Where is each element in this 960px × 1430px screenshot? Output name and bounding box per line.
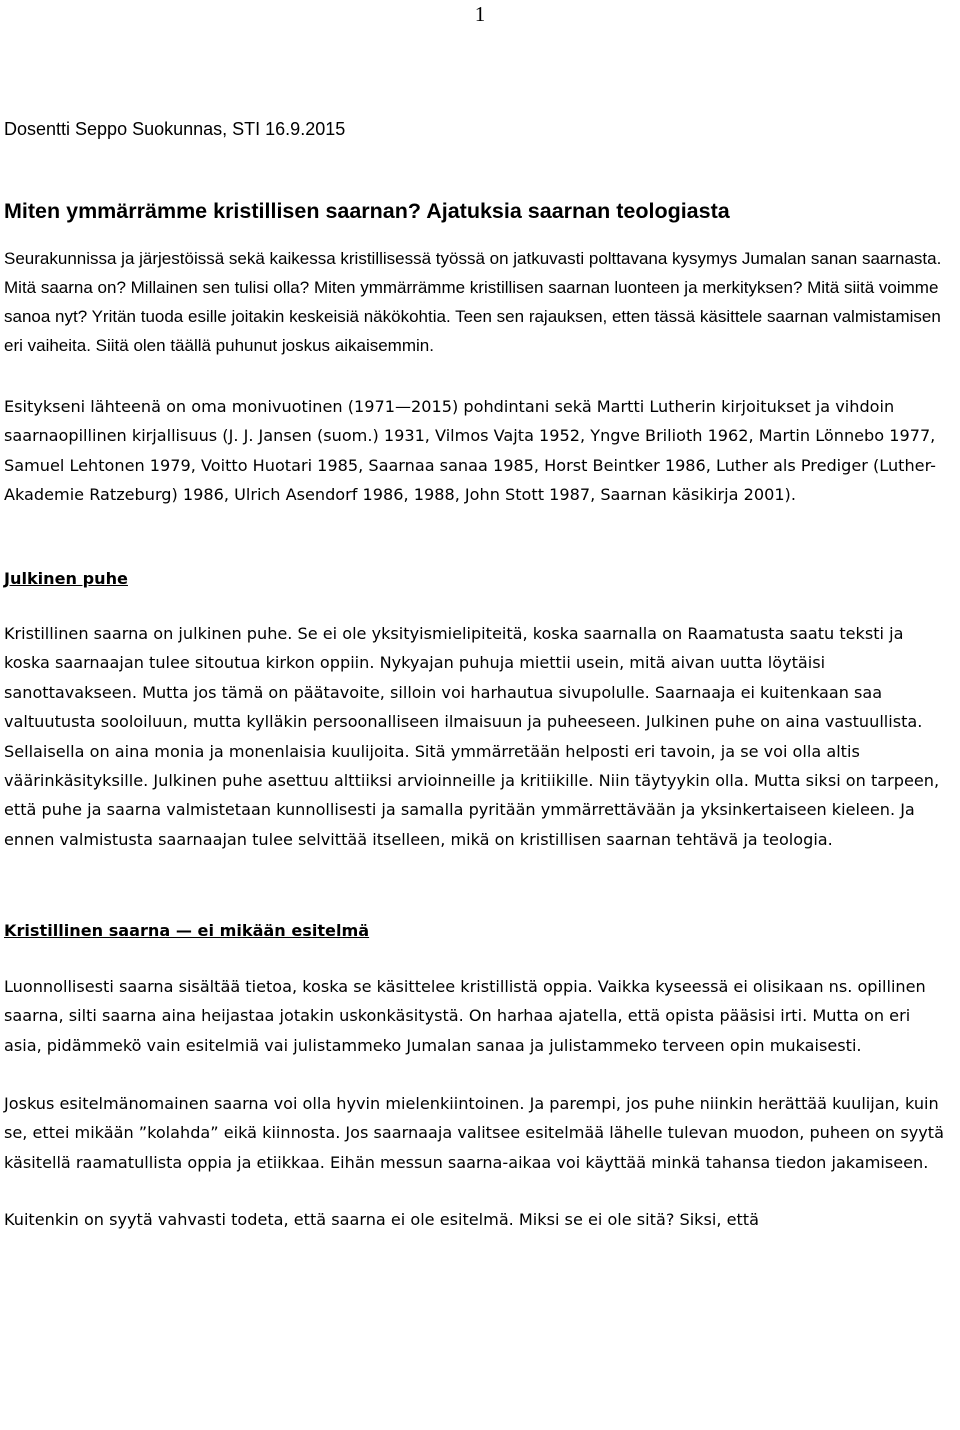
page-number: 1 [474,2,486,26]
sources-paragraph: Esitykseni lähteenä on oma monivuotinen (1971—2015) pohdintani sekä Martti Lutherin kirjoitukset ja vihdoin saarnaopillinen kirjallisuus (J. J. Jansen (suom.) 1931, Vilmos Vajta 1952, Yngve Brilioth 1962, Martin Lönnebo 1977, Samuel Lehtonen 1979, Voitto Huotari 1985, Saarnaa sanaa 1985, Horst Beintker 1986, Luther als Prediger (Luther-Akademie Ratzeburg) 1986, Ulrich Asendorf 1986, 1988, John Stott 1987, Saarnan käsikirja 2001). [4,397,936,505]
section-paragraph: Joskus esitelmänomainen saarna voi olla hyvin mielenkiintoinen. Ja parempi, jos puhe niinkin herättää kuulijan, kuin se, ettei mikään ”kolahda” eikä kiinnosta. Jos saarnaaja valitsee esitelmää lähelle tulevan muodon, puheen on syytä käsitellä raamatullista oppia ja etiikkaa. Eihän messun saarna-aikaa voi käyttää minkä tahansa tiedon jakamiseen. [4,1093,944,1172]
document-body [4,118,952,1235]
section-heading-julkinen-puhe: Julkinen puhe [4,568,128,588]
section-paragraph: Luonnollisesti saarna sisältää tietoa, koska se käsittelee kristillistä oppia. Vaikka kyseessä ei olisikaan ns. opillinen saarna, silti saarna aina heijastaa jotakin uskonkäsitystä. On harhaa ajatella, että opista pääsisi irti. Mutta on eri asia, pidämmekö vain esitelmiä vai julistammeko Jumalan sanaa ja julistammeko terveen opin mukaisesti. [4,976,926,1055]
document-title: Miten ymmärrämme kristillisen saarnan? Ajatuksia saarnan teologiasta [4,199,730,223]
section-paragraph: Kristillinen saarna on julkinen puhe. Se ei ole yksityismielipiteitä, koska saarnalla on Raamatusta saatu teksti ja koska saarnaajan tulee sitoutua kirkon oppiin. Nykyajan puhuja miettii usein, mitä aivan uutta löytäisi sanottavakseen. Mutta jos tämä on päätavoite, silloin voi harhautua sivupolulle. Saarnaaja ei kuitenkaan saa valtuutusta sooloiluun, mutta kylläkin persoonalliseen ilmaisuun ja puheeseen. Julkinen puhe on aina vastuullista. Sellaisella on aina monia ja monenlaisia kuulijoita. Sitä ymmärretään helposti eri tavoin, ja se voi olla altis väärinkäsityksille. Julkinen puhe asettuu alttiiksi arvioinneille ja kritiikille. Niin täytyykin olla. Mutta siksi on tarpeen, että puhe ja saarna valmistetaan kunnollisesti ja samalla pyritään ymmärrettävään ja yksinkertaiseen kieleen. Ja ennen valmistusta saarnaajan tulee selvittää itselleen, mikä on kristillisen saarnan tehtävä ja teologia. [4,624,940,849]
author-line: Dosentti Seppo Suokunnas, STI 16.9.2015 [4,119,346,139]
section-paragraph: Kuitenkin on syytä vahvasti todeta, että saarna ei ole esitelmä. Miksi se ei ole sitä? Siksi, että [4,1210,759,1230]
intro-paragraph: Seurakunnissa ja järjestöissä sekä kaikessa kristillisessä työssä on jatkuvasti polttavana kysymys Jumalan sanan saarnasta. Mitä saarna on? Millainen sen tulisi olla? Miten ymmärrämme kristillisen saarnan luonteen ja merkityksen? Mitä siitä voimme sanoa nyt? Yritän tuoda esille joitakin keskeisiä näkökohtia. Teen sen rajauksen, etten tässä käsittele saarnan valmistamisen eri vaiheita. Siitä olen täällä puhunut joskus aikaisemmin. [4,249,942,355]
section-heading-ei-esitelma: Kristillinen saarna — ei mikään esitelmä [4,921,370,941]
